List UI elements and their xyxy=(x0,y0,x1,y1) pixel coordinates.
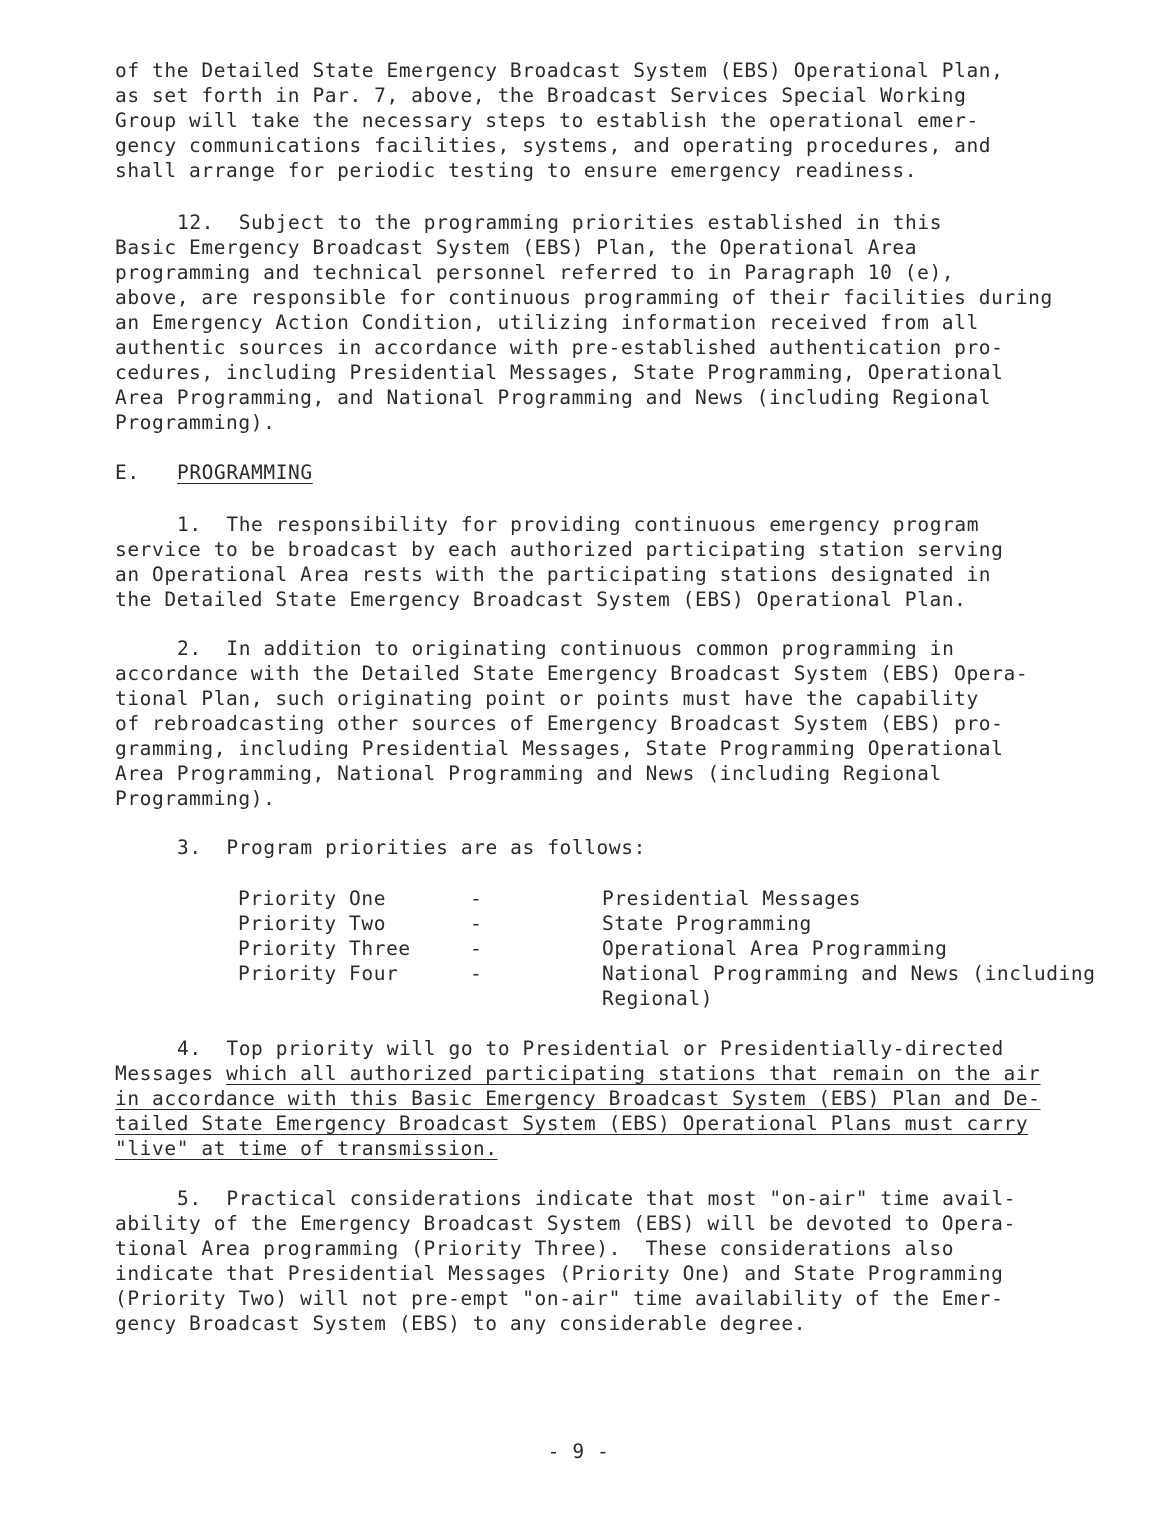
text-line: as set forth in Par. 7, above, the Broadcast Services Special Working xyxy=(115,84,967,107)
text-line: Programming). xyxy=(115,411,276,434)
text-line: tional Area programming (Priority Three). These considerations also xyxy=(115,1237,955,1260)
text-line: Programming). xyxy=(115,787,276,810)
priority-description: Operational Area Programming xyxy=(602,937,948,960)
priority-dash: - xyxy=(470,962,483,985)
section-letter: E. xyxy=(115,461,140,484)
text-line: ability of the Emergency Broadcast System (EBS) will be devoted to Opera- xyxy=(115,1212,1016,1235)
priority-dash: - xyxy=(470,937,483,960)
underlined-text: "live" at time of transmission. xyxy=(115,1137,498,1160)
paragraph-e4 xyxy=(115,1036,1075,1161)
priority-level: Priority Three xyxy=(238,937,411,960)
priority-level xyxy=(238,986,470,1011)
text-line: Group will take the necessary steps to establish the operational emer- xyxy=(115,109,979,132)
paragraph-12 xyxy=(115,210,1075,435)
text-line: programming and technical personnel referred to in Paragraph 10 (e), xyxy=(115,261,955,284)
priority-dash: - xyxy=(470,887,483,910)
table-row xyxy=(238,961,1096,986)
text-line xyxy=(115,1061,1075,1086)
text-line: authentic sources in accordance with pre-established authentication pro- xyxy=(115,336,1004,359)
text-line: the Detailed State Emergency Broadcast System (EBS) Operational Plan. xyxy=(115,588,967,611)
text-line: above, are responsible for continuous programming of their facilities during xyxy=(115,286,1053,309)
text-line: 3. Program priorities are as follows: xyxy=(177,836,646,859)
section-title: PROGRAMMING xyxy=(177,461,313,484)
text-line: 1. The responsibility for providing continuous emergency program xyxy=(177,513,980,536)
page-number: - 9 - xyxy=(547,1440,610,1463)
paragraph-e5 xyxy=(115,1186,1075,1336)
text-line: 12. Subject to the programming priorities established in this xyxy=(177,211,943,234)
underlined-text: tailed State Emergency Broadcast System (EBS) Operational Plans must carry xyxy=(115,1112,1029,1135)
paragraph-11-continuation xyxy=(115,58,1075,183)
text-line: accordance with the Detailed State Emergency Broadcast System (EBS) Opera- xyxy=(115,662,1029,685)
text-line: shall arrange for periodic testing to ensure emergency readiness. xyxy=(115,159,918,182)
underlined-text: which all authorized participating stations that remain on the air xyxy=(226,1062,1041,1085)
text-line: Area Programming, National Programming and News (including Regional xyxy=(115,762,942,785)
paragraph-e2 xyxy=(115,636,1075,811)
section-heading xyxy=(115,460,1075,485)
priority-description: Regional) xyxy=(602,987,714,1010)
priority-dash: - xyxy=(470,912,483,935)
text-line: (Priority Two) will not pre-empt "on-air" time availability of the Emer- xyxy=(115,1287,1004,1310)
priority-dash xyxy=(470,986,602,1011)
text-line: of the Detailed State Emergency Broadcast System (EBS) Operational Plan, xyxy=(115,59,1004,82)
paragraph-e1 xyxy=(115,512,1075,612)
text-line: indicate that Presidential Messages (Priority One) and State Programming xyxy=(115,1262,1004,1285)
paragraph-e3 xyxy=(115,835,1075,860)
priority-description: National Programming and News (including xyxy=(602,962,1096,985)
text-line: Basic Emergency Broadcast System (EBS) Plan, the Operational Area xyxy=(115,236,918,259)
text-line: 5. Practical considerations indicate that most "on-air" time avail- xyxy=(177,1187,1017,1210)
text-line: an Emergency Action Condition, utilizing information received from all xyxy=(115,311,979,334)
text-line: gency communications facilities, systems, and operating procedures, and xyxy=(115,134,992,157)
text-line: service to be broadcast by each authorized participating station serving xyxy=(115,538,1004,561)
text-line: 2. In addition to originating continuous common programming in xyxy=(177,637,955,660)
text-line: an Operational Area rests with the participating stations designated in xyxy=(115,563,992,586)
table-row xyxy=(238,936,1096,961)
text-line: cedures, including Presidential Messages, State Programming, Operational xyxy=(115,361,1004,384)
priority-level: Priority Two xyxy=(238,912,387,935)
text-line: gramming, including Presidential Messages, State Programming Operational xyxy=(115,737,1004,760)
text-segment: Messages xyxy=(115,1062,227,1085)
text-line: tional Plan, such originating point or points must have the capability xyxy=(115,687,979,710)
text-line: of rebroadcasting other sources of Emergency Broadcast System (EBS) pro- xyxy=(115,712,1004,735)
text-line: 4. Top priority will go to Presidential or Presidentially-directed xyxy=(177,1037,1004,1060)
text-line: gency Broadcast System (EBS) to any considerable degree. xyxy=(115,1312,807,1335)
priority-level: Priority Four xyxy=(238,962,399,985)
table-row xyxy=(238,911,1096,936)
priority-description: Presidential Messages xyxy=(602,887,862,910)
priority-description: State Programming xyxy=(602,912,812,935)
priority-level: Priority One xyxy=(238,887,387,910)
table-row xyxy=(238,986,1096,1011)
table-row xyxy=(238,886,1096,911)
priority-table xyxy=(238,886,1096,1011)
underlined-text: in accordance with this Basic Emergency Broadcast System (EBS) Plan and De- xyxy=(115,1087,1041,1110)
text-line: Area Programming, and National Programming and News (including Regional xyxy=(115,386,992,409)
